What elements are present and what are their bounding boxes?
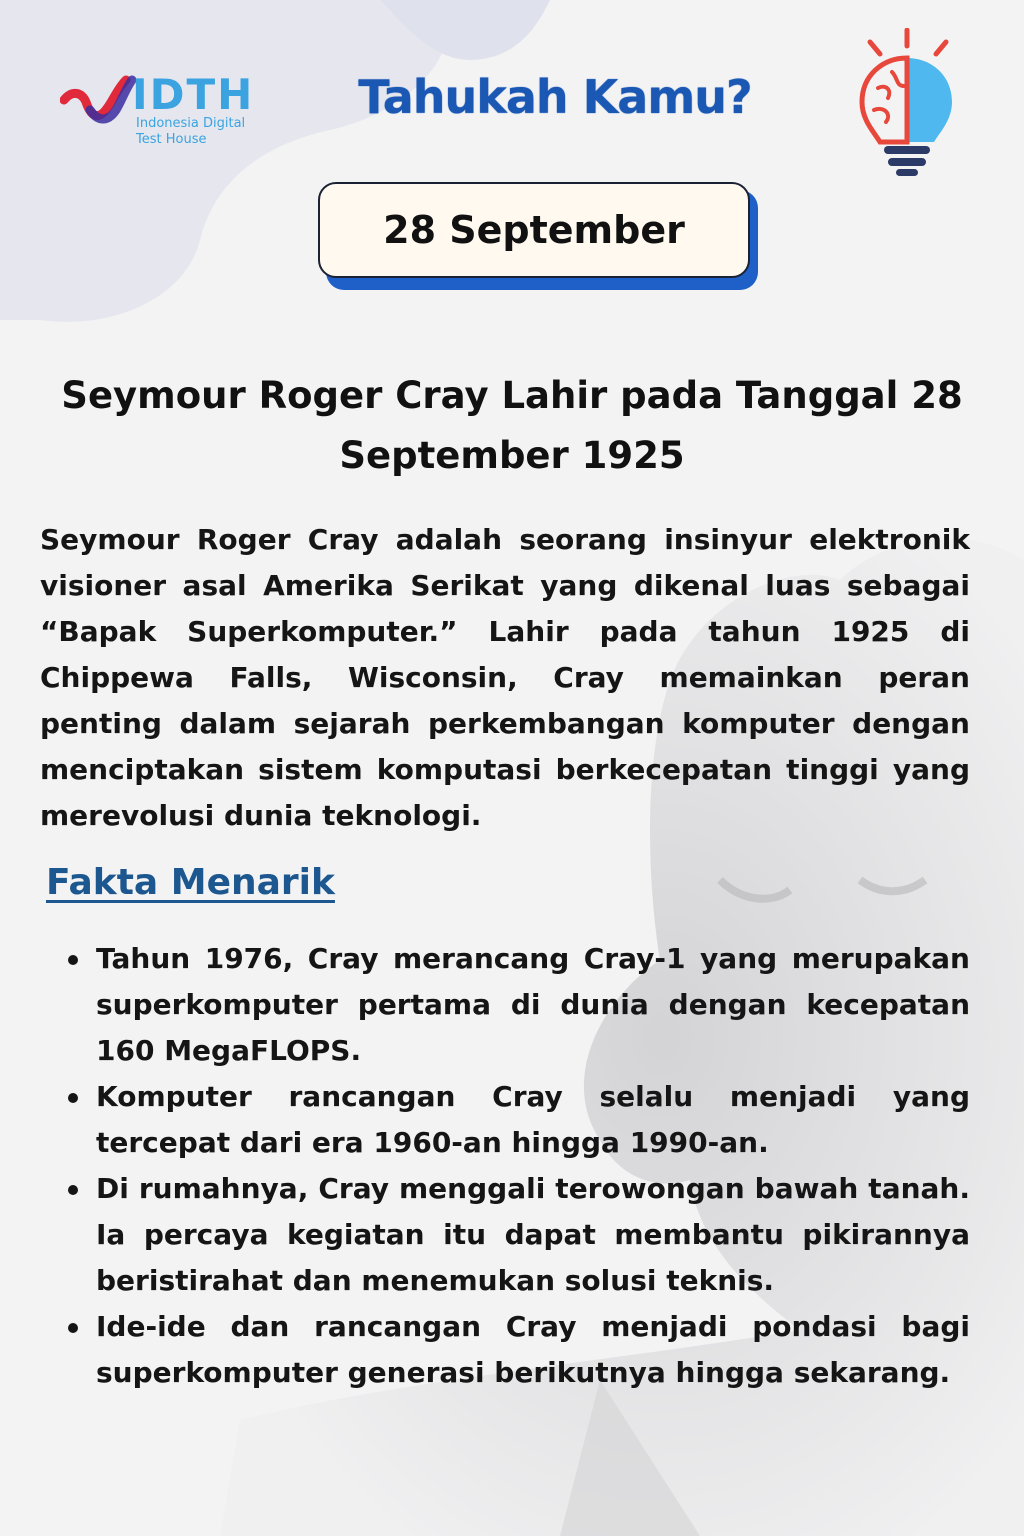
- facts-heading: Fakta Menarik: [46, 862, 335, 903]
- logo-subtitle-line1: Indonesia Digital: [136, 116, 246, 131]
- fact-text: Ide-ide dan rancangan Cray menjadi pondasi bagi superkomputer generasi berikutnya hingga sekarang.: [96, 1310, 970, 1389]
- logo-mark-icon: [60, 72, 140, 132]
- article-paragraph: Seymour Roger Cray adalah seorang insinyur elektronik visioner asal Amerika Serikat yang dikenal luas sebagai “Bapak Superkomputer.” Lahir pada tahun 1925 di Chippewa Falls, Wisconsin, Cray memainkan peran penting dalam sejarah perkembangan komputer dengan menciptakan sistem komputasi berkecepatan tinggi yang merevolusi dunia teknologi.: [40, 523, 970, 832]
- fact-item: [60, 1166, 970, 1304]
- fact-text: Di rumahnya, Cray menggali terowongan bawah tanah. Ia percaya kegiatan itu dapat membantu pikirannya beristirahat dan menemukan solusi teknis.: [96, 1172, 970, 1297]
- logo-subtitle: [136, 116, 276, 148]
- bullet-icon: [68, 1185, 78, 1195]
- fact-item: [60, 1074, 970, 1166]
- fact-item: [60, 936, 970, 1074]
- bullet-icon: [68, 1093, 78, 1103]
- fact-text: Komputer rancangan Cray selalu menjadi yang tercepat dari era 1960-an hingga 1990-an.: [96, 1080, 970, 1159]
- idth-logo: [60, 72, 270, 152]
- logo-wordmark: IDTH: [132, 70, 255, 119]
- facts-list: [60, 936, 970, 1396]
- headline: Tahukah Kamu?: [358, 70, 752, 124]
- date-label: 28 September: [383, 208, 685, 252]
- date-box: [318, 182, 750, 278]
- article-title: Seymour Roger Cray Lahir pada Tanggal 28 September 1925: [61, 374, 963, 477]
- brain-lightbulb-icon: [852, 28, 962, 178]
- logo-subtitle-line2: Test House: [136, 132, 207, 147]
- fact-item: [60, 1304, 970, 1396]
- bullet-icon: [68, 955, 78, 965]
- bullet-icon: [68, 1323, 78, 1333]
- fact-text: Tahun 1976, Cray merancang Cray-1 yang merupakan superkomputer pertama di dunia dengan kecepatan 160 MegaFLOPS.: [96, 942, 970, 1067]
